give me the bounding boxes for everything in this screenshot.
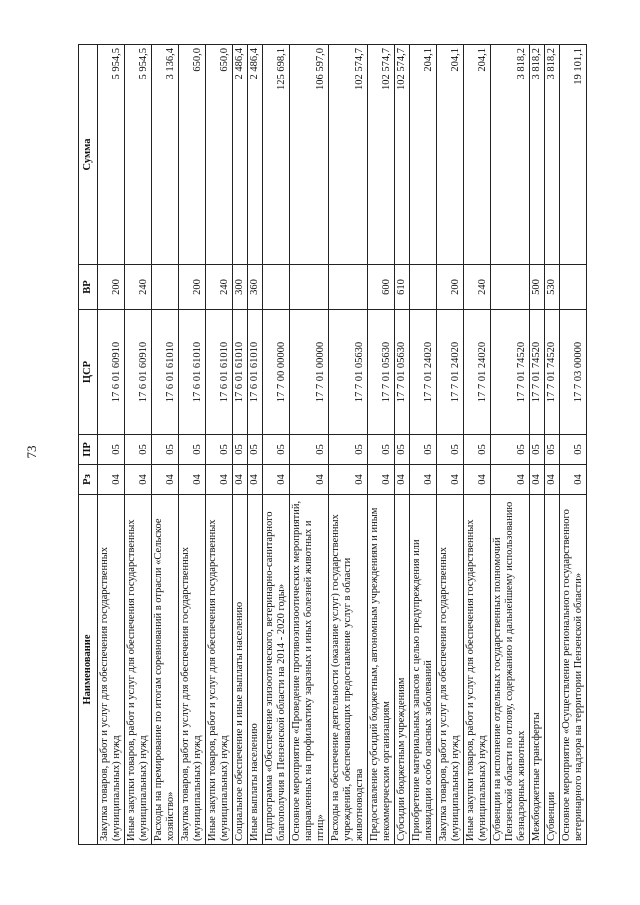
cell-pr: 05	[233, 435, 248, 465]
cell-vr	[290, 265, 329, 310]
table-row	[530, 45, 545, 845]
cell-sum: 3 136,4	[152, 45, 179, 265]
cell-name: Приобретение материальных запасов с целью предупреждения или ликвидации особо опасных заболеваний	[410, 495, 437, 845]
header-sum: Сумма	[79, 45, 98, 265]
cell-rz: 04	[395, 465, 410, 495]
cell-sum: 3 818,2	[491, 45, 530, 265]
cell-pr: 05	[368, 435, 395, 465]
table-row	[437, 45, 464, 845]
cell-rz: 04	[98, 465, 125, 495]
cell-sum: 204,1	[437, 45, 464, 265]
cell-vr	[152, 265, 179, 310]
cell-csr: 17 6 01 61010	[233, 310, 248, 435]
cell-vr	[263, 265, 290, 310]
cell-sum: 2 486,4	[248, 45, 263, 265]
cell-csr: 17 7 03 00000	[560, 310, 587, 435]
table-row	[263, 45, 290, 845]
cell-pr: 05	[410, 435, 437, 465]
cell-vr: 600	[368, 265, 395, 310]
cell-vr: 530	[545, 265, 560, 310]
cell-sum: 3 818,2	[530, 45, 545, 265]
cell-sum: 3 818,2	[545, 45, 560, 265]
table-row	[464, 45, 491, 845]
cell-name: Закупка товаров, работ и услуг для обеспечения государственных (муниципальных) нужд	[179, 495, 206, 845]
cell-name: Иные закупки товаров, работ и услуг для обеспечения государственных (муниципальных) нужд	[206, 495, 233, 845]
cell-vr	[410, 265, 437, 310]
table-row	[329, 45, 368, 845]
cell-vr: 240	[125, 265, 152, 310]
cell-pr: 05	[560, 435, 587, 465]
cell-name: Предоставление субсидий бюджетным, автономным учреждениям и иным некоммерческим организациям	[368, 495, 395, 845]
table-row	[98, 45, 125, 845]
cell-name: Закупка товаров, работ и услуг для обеспечения государственных (муниципальных) нужд	[437, 495, 464, 845]
cell-rz: 04	[290, 465, 329, 495]
cell-pr: 05	[263, 435, 290, 465]
cell-rz: 04	[368, 465, 395, 495]
cell-sum: 19 101,1	[560, 45, 587, 265]
table-row	[491, 45, 530, 845]
cell-pr: 05	[395, 435, 410, 465]
header-rz: Рз	[79, 465, 98, 495]
cell-vr: 240	[464, 265, 491, 310]
cell-pr: 05	[545, 435, 560, 465]
cell-name: Субвенции	[545, 495, 560, 845]
cell-rz: 04	[437, 465, 464, 495]
cell-rz: 04	[263, 465, 290, 495]
cell-vr	[560, 265, 587, 310]
cell-csr: 17 7 01 05630	[368, 310, 395, 435]
cell-csr: 17 7 01 24020	[437, 310, 464, 435]
header-name: Наименование	[79, 495, 98, 845]
cell-csr: 17 7 01 74520	[530, 310, 545, 435]
cell-pr: 05	[248, 435, 263, 465]
cell-pr: 05	[179, 435, 206, 465]
cell-csr: 17 6 01 61010	[206, 310, 233, 435]
cell-vr	[329, 265, 368, 310]
table-row	[206, 45, 233, 845]
cell-vr: 610	[395, 265, 410, 310]
table-row	[179, 45, 206, 845]
cell-name: Расходы на премирование по итогам соревнований в отрасли «Сельское хозяйство»	[152, 495, 179, 845]
header-vr: ВР	[79, 265, 98, 310]
cell-pr: 05	[329, 435, 368, 465]
cell-sum: 106 597,0	[290, 45, 329, 265]
cell-vr	[491, 265, 530, 310]
cell-vr: 360	[248, 265, 263, 310]
cell-csr: 17 7 01 24020	[410, 310, 437, 435]
cell-csr: 17 7 01 74520	[491, 310, 530, 435]
cell-pr: 05	[437, 435, 464, 465]
table-row	[545, 45, 560, 845]
cell-pr: 05	[98, 435, 125, 465]
cell-name: Иные выплаты населению	[248, 495, 263, 845]
cell-rz: 04	[152, 465, 179, 495]
cell-rz: 04	[545, 465, 560, 495]
cell-csr: 17 7 01 05630	[395, 310, 410, 435]
cell-pr: 05	[290, 435, 329, 465]
cell-rz: 04	[464, 465, 491, 495]
cell-pr: 05	[152, 435, 179, 465]
cell-rz: 04	[560, 465, 587, 495]
cell-rz: 04	[530, 465, 545, 495]
cell-name: Межбюджетные трансферты	[530, 495, 545, 845]
cell-pr: 05	[206, 435, 233, 465]
table-row	[395, 45, 410, 845]
cell-rz: 04	[410, 465, 437, 495]
cell-rz: 04	[233, 465, 248, 495]
cell-name: Иные закупки товаров, работ и услуг для обеспечения государственных (муниципальных) нужд	[464, 495, 491, 845]
cell-sum: 204,1	[464, 45, 491, 265]
table-row	[410, 45, 437, 845]
table-header-row	[79, 45, 98, 845]
cell-csr: 17 7 01 05630	[329, 310, 368, 435]
rotated-table-container	[78, 45, 640, 845]
table-row	[290, 45, 329, 845]
cell-sum: 650,0	[179, 45, 206, 265]
cell-sum: 650,0	[206, 45, 233, 265]
cell-name: Иные закупки товаров, работ и услуг для обеспечения государственных (муниципальных) нужд	[125, 495, 152, 845]
cell-csr: 17 6 01 61010	[152, 310, 179, 435]
table-row	[125, 45, 152, 845]
cell-pr: 05	[125, 435, 152, 465]
table-row	[233, 45, 248, 845]
cell-name: Подпрограмма «Обеспечение эпизоотического, ветеринарно-санитарного благополучия в Пензенской области на 2014 - 2020 годы»	[263, 495, 290, 845]
header-pr: ПР	[79, 435, 98, 465]
cell-name: Основное мероприятие «Осуществление регионального государственного ветеринарного надзора на территории Пензенской области»	[560, 495, 587, 845]
cell-csr: 17 6 01 60910	[125, 310, 152, 435]
cell-sum: 102 574,7	[329, 45, 368, 265]
cell-vr: 500	[530, 265, 545, 310]
cell-vr: 200	[437, 265, 464, 310]
cell-vr: 200	[179, 265, 206, 310]
cell-vr: 200	[98, 265, 125, 310]
cell-csr: 17 6 01 61010	[179, 310, 206, 435]
cell-pr: 05	[491, 435, 530, 465]
cell-rz: 04	[329, 465, 368, 495]
cell-csr: 17 7 01 74520	[545, 310, 560, 435]
cell-pr: 05	[464, 435, 491, 465]
cell-name: Социальное обеспечение и иные выплаты населению	[233, 495, 248, 845]
header-csr: ЦСР	[79, 310, 98, 435]
cell-csr: 17 7 01 00000	[290, 310, 329, 435]
cell-rz: 04	[248, 465, 263, 495]
table-row	[152, 45, 179, 845]
cell-sum: 5 954,5	[98, 45, 125, 265]
cell-name: Основное мероприятие «Проведение противоэпизоотических мероприятий, направленных на профилактику заразных и иных болезней животных и птиц»	[290, 495, 329, 845]
cell-name: Субвенции на исполнение отдельных государственных полномочий Пензенской области по отлову, содержанию и дальнейшему использованию безнадзорных животных	[491, 495, 530, 845]
budget-table	[78, 44, 587, 845]
table-row	[368, 45, 395, 845]
cell-vr: 240	[206, 265, 233, 310]
cell-sum: 204,1	[410, 45, 437, 265]
cell-csr: 17 6 01 61010	[248, 310, 263, 435]
cell-csr: 17 6 01 60910	[98, 310, 125, 435]
cell-rz: 04	[125, 465, 152, 495]
cell-rz: 04	[206, 465, 233, 495]
table-row	[560, 45, 587, 845]
cell-rz: 04	[491, 465, 530, 495]
cell-csr: 17 7 00 00000	[263, 310, 290, 435]
cell-sum: 5 954,5	[125, 45, 152, 265]
cell-sum: 102 574,7	[395, 45, 410, 265]
cell-pr: 05	[530, 435, 545, 465]
cell-csr: 17 7 01 24020	[464, 310, 491, 435]
cell-vr: 300	[233, 265, 248, 310]
cell-rz: 04	[179, 465, 206, 495]
cell-name: Расходы на обеспечение деятельности (оказание услуг) государственных учреждений, обеспечивающих предоставление услуг в области животноводства	[329, 495, 368, 845]
page-number: 73	[24, 445, 39, 459]
cell-sum: 125 698,1	[263, 45, 290, 265]
cell-sum: 102 574,7	[368, 45, 395, 265]
cell-name: Закупка товаров, работ и услуг для обеспечения государственных (муниципальных) нужд	[98, 495, 125, 845]
cell-sum: 2 486,4	[233, 45, 248, 265]
cell-name: Субсидии бюджетным учреждениям	[395, 495, 410, 845]
table-row	[248, 45, 263, 845]
